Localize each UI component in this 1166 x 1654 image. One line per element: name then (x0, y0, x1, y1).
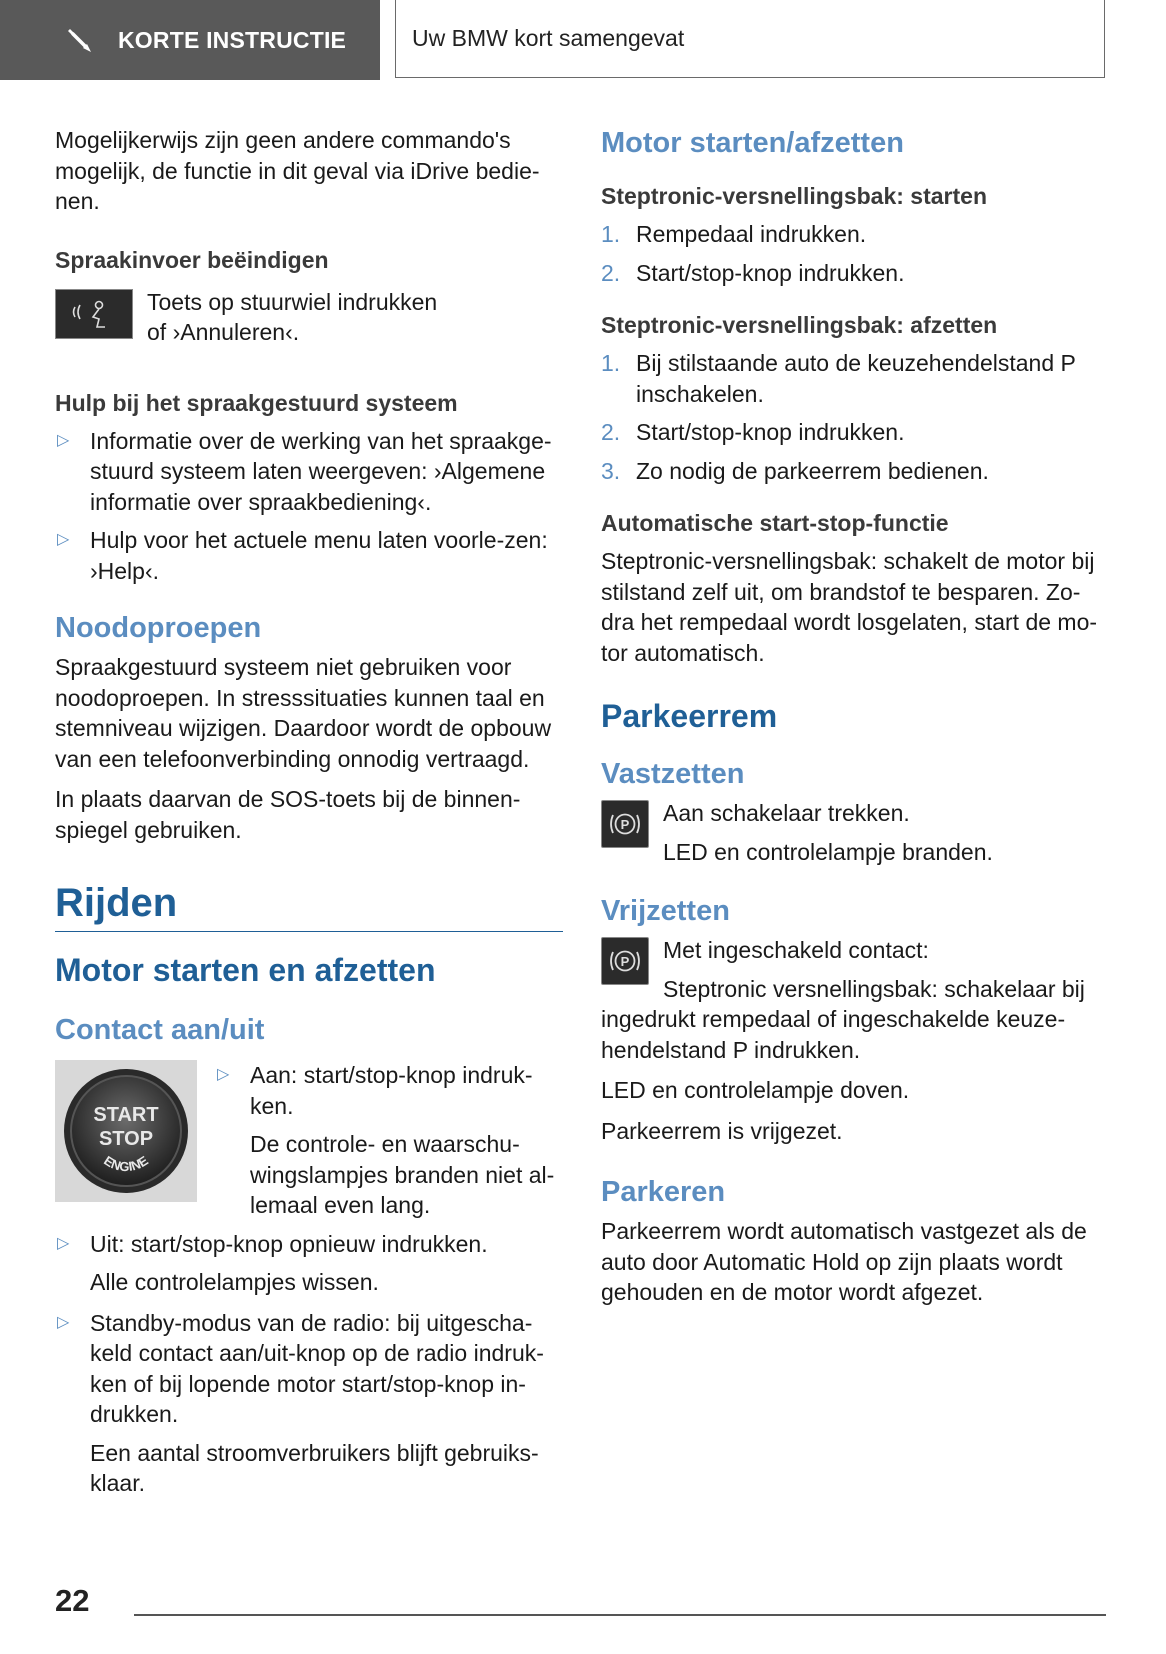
triangle-bullet-icon: ▷ (57, 1234, 70, 1252)
list-item: ▷ Uit: start/stop-knop opnieuw indrukken. (55, 1229, 563, 1260)
spraak-end-line2: of ›Annuleren‹. (147, 319, 300, 345)
button-label-engine: ENGINE (101, 1152, 151, 1175)
list-item: ▷ Hulp voor het actuele menu laten voorle-zen: ›Help‹. (57, 527, 548, 584)
vrijzetten-status: Parkeerrem is vrijgezet. (601, 1117, 843, 1144)
list-item: 3. Zo nodig de parkeerrem bedienen. (601, 457, 989, 484)
vrijzetten-line1: Met ingeschakeld contact: (663, 937, 929, 963)
parkeerrem-heading: Parkeerrem (601, 698, 778, 734)
button-label-start: START (93, 1104, 159, 1126)
motor-starten-afzetten-heading-right: Motor starten/afzetten (601, 127, 904, 159)
start-stop-section (55, 1060, 563, 1231)
start-stop-button-icon (60, 1065, 192, 1197)
spraak-end-heading: Spraakinvoer beëindigen (55, 246, 329, 273)
parkeren-text: Parkeerrem wordt automatisch vastgezet als de auto door Automatic Hold op zijn plaats wordt gehouden en de motor wordt afgezet. (601, 1218, 1087, 1305)
parking-brake-icon (601, 937, 649, 985)
motor-starten-afzetten-heading: Motor starten en afzetten (55, 952, 436, 988)
starten-heading: Steptronic-versnellingsbak: starten (601, 183, 987, 209)
noodoproepen-paragraph-1: Spraakgestuurd systeem niet gebruiken voor noodoproepen. In stresssituaties kunnen taal en stemniveau wijzigen. Daardoor wordt de opbouw van een telefoonverbinding onnodig vertraagd. (55, 654, 552, 772)
vrijzetten-heading: Vrijzetten (601, 895, 730, 927)
right-column (601, 125, 1111, 1318)
vrijzetten-line2: Steptronic versnellingsbak: schakelaar bij (663, 975, 1085, 1002)
wrench-icon (62, 23, 96, 57)
list-item: ▷ Informatie over de werking van het spraakge-stuurd systeem laten weergeven: ›Algemene informatie over spraakbediening‹. (57, 427, 552, 515)
page-number: 22 (55, 1583, 90, 1618)
auto-start-stop-text: Steptronic-versnellingsbak: schakelt de motor bij stilstand zelf uit, om brandstof te besparen. Zo-dra het rempedaal wordt losgelaten, start de mo-tor automatisch. (601, 548, 1098, 666)
button-label-stop: STOP (98, 1128, 154, 1150)
rijden-heading: Rijden (55, 879, 563, 932)
list-item: ▷ Standby-modus van de radio: bij uitgescha-keld contact aan/uit-knop op de radio indruk-ken of bij lopende motor start/stop-knop in-drukken. (57, 1309, 544, 1427)
list-item: 1. Rempedaal indrukken. (601, 221, 867, 247)
contact-heading: Contact aan/uit (55, 1014, 265, 1046)
chapter-header (395, 0, 1105, 78)
parking-brake-icon (601, 800, 649, 848)
vastzetten-line2: LED en controlelampje branden. (663, 838, 993, 865)
spraak-end-line1: Toets op stuurwiel indrukken (147, 288, 438, 315)
list-item: 2. Start/stop-knop indrukken. (601, 259, 905, 286)
hulp-heading: Hulp bij het spraakgestuurd systeem (55, 389, 458, 416)
footer-divider (134, 1614, 1106, 1616)
intro-paragraph: Mogelijkerwijs zijn geen andere commando's mogelijk, de functie in dit geval via iDrive bedie-nen. (55, 127, 540, 214)
voice-command-button-icon (55, 289, 133, 339)
section-tab (0, 0, 380, 80)
triangle-bullet-icon: ▷ (57, 1313, 70, 1331)
standby-note: Een aantal stroomverbruikers blijft gebruiks-klaar. (90, 1439, 539, 1496)
vrijzetten-continuation: ingedrukt rempedaal of ingeschakelde keuze-hendelstand P indrukken. (601, 1006, 1066, 1063)
svg-text:P: P (620, 817, 630, 832)
aan-note: De controle- en waarschu-wingslampjes branden niet al-lemaal even lang. (250, 1131, 555, 1218)
svg-text:P: P (620, 954, 630, 969)
list-item: 2. Start/stop-knop indrukken. (601, 419, 905, 445)
vastzetten-heading: Vastzetten (601, 758, 745, 790)
parkeren-heading: Parkeren (601, 1176, 726, 1208)
section-title: KORTE INSTRUCTIE (118, 26, 347, 53)
list-item: 1. Bij stilstaande auto de keuzehendelstand P inschakelen. (601, 350, 1076, 407)
noodoproepen-paragraph-2: In plaats daarvan de SOS-toets bij de binnen-spiegel gebruiken. (55, 786, 521, 843)
afzetten-heading: Steptronic-versnellingsbak: afzetten (601, 312, 998, 338)
auto-start-stop-heading: Automatische start-stop-functie (601, 510, 949, 536)
vrijzetten-row (601, 935, 1111, 1004)
noodoproepen-heading: Noodoproepen (55, 612, 262, 644)
triangle-bullet-icon: ▷ (57, 531, 70, 548)
chapter-title: Uw BMW kort samengevat (412, 25, 685, 51)
list-item: ▷ Aan: start/stop-knop indruk-ken. (217, 1062, 533, 1119)
triangle-bullet-icon: ▷ (217, 1066, 230, 1083)
spraak-end-row (55, 287, 563, 348)
vrijzetten-led: LED en controlelampje doven. (601, 1077, 910, 1103)
vastzetten-line1: Aan schakelaar trekken. (663, 800, 910, 826)
left-column (55, 125, 563, 1509)
vastzetten-row (601, 798, 1111, 867)
start-stop-button-image (55, 1060, 197, 1202)
triangle-bullet-icon: ▷ (57, 431, 70, 449)
uit-note: Alle controlelampjes wissen. (90, 1269, 379, 1295)
